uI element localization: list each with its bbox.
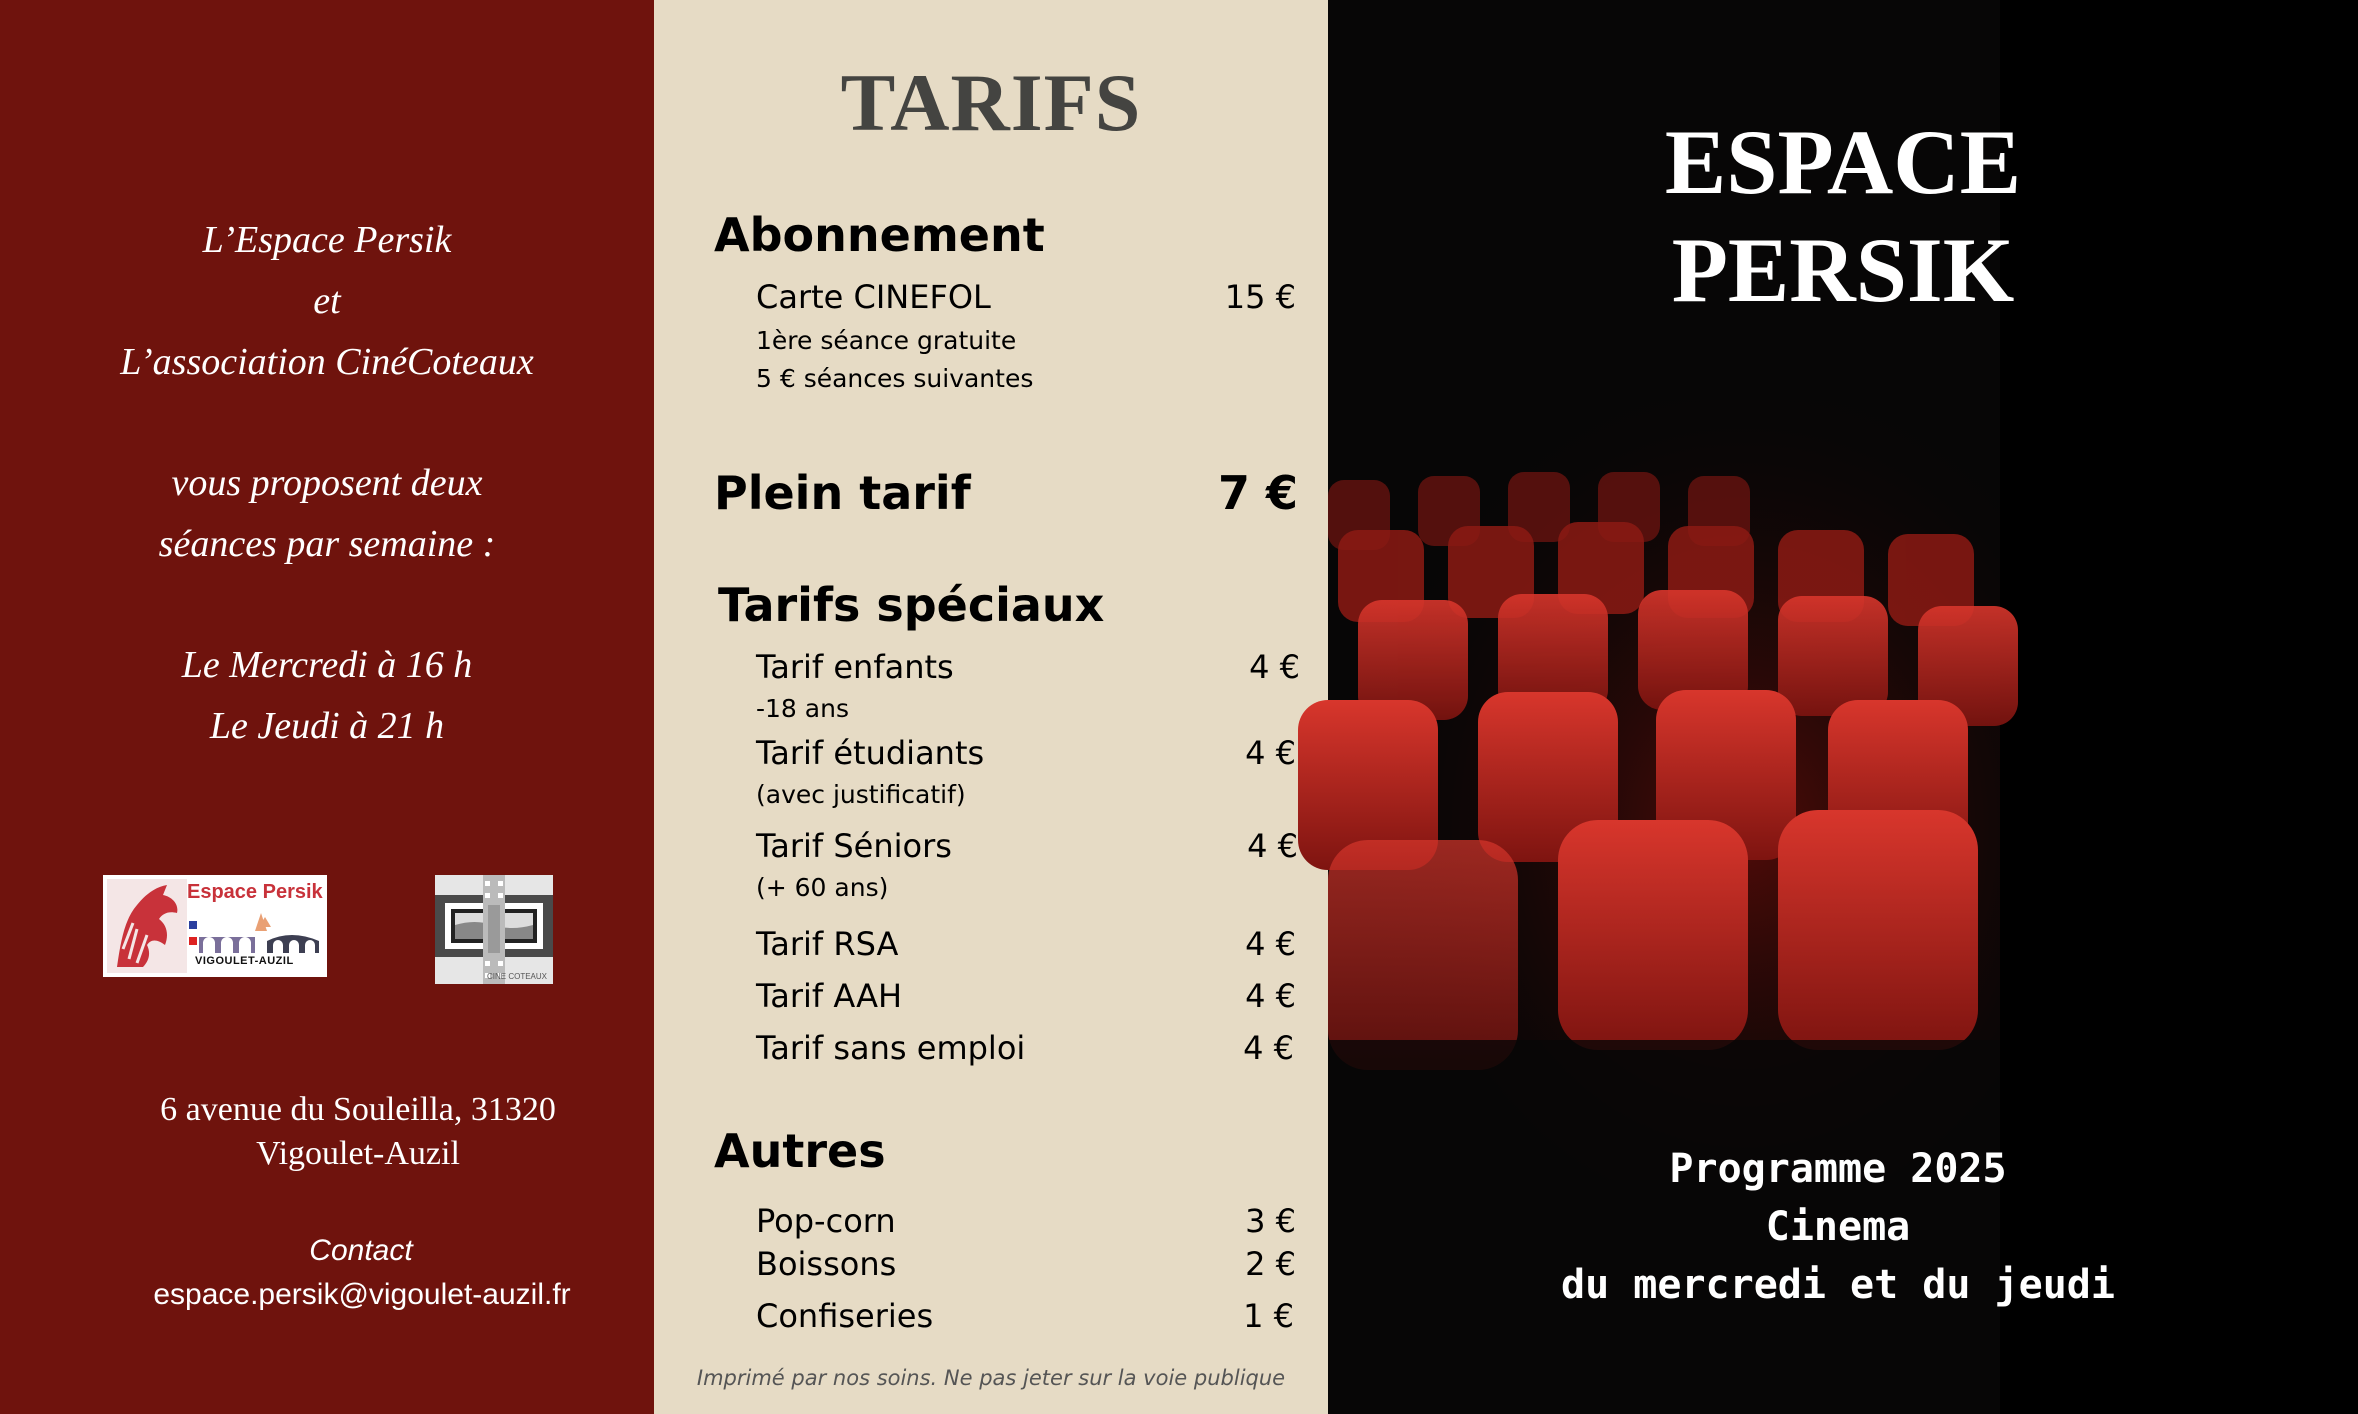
espace-persik-logo [103,875,327,977]
schedule-thursday: Le Jeudi à 21 h [209,705,445,747]
intro-line: L’Espace Persik [202,219,452,261]
section-tarifs-speciaux-heading: Tarifs spéciaux [718,578,1105,632]
venue-title-line: ESPACE [1664,111,2022,213]
intro-line: L’association CinéCoteaux [120,341,534,383]
confiseries-price: 1 € [1243,1297,1294,1335]
abonnement-item: Carte CINEFOL [756,278,991,316]
intro-text [0,210,654,757]
logo-persik-name: Espace Persik [187,881,323,903]
boissons-price: 2 € [1245,1245,1296,1283]
tarif-etudiants-label: Tarif étudiants [756,734,985,772]
tarif-sans-emploi-label: Tarif sans emploi [756,1029,1026,1067]
address [0,1088,716,1176]
confiseries-label: Confiseries [756,1297,934,1335]
logo-persik-village: VIGOULET-AUZIL [195,955,294,967]
tarif-aah-price: 4 € [1245,977,1296,1015]
program-line: du mercredi et du jeudi [1561,1262,2115,1308]
address-line: Vigoulet-Auzil [256,1135,460,1172]
schedule-wednesday: Le Mercredi à 16 h [181,644,473,686]
tarif-etudiants-note: (avec justificatif) [756,780,966,809]
contact-label: Contact [309,1234,413,1267]
tarif-enfants-price: 4 € [1249,648,1300,686]
abonnement-note: 5 € séances suivantes [756,364,1034,393]
plein-tarif-label: Plein tarif [714,466,971,520]
address-line: 6 avenue du Souleilla, 31320 [160,1091,556,1128]
tarif-enfants-note: -18 ans [756,694,849,723]
venue-title [1328,108,2358,324]
cinecoteaux-logo [435,875,553,984]
section-autres-heading: Autres [714,1124,886,1178]
left-panel [0,0,654,1414]
abonnement-price: 15 € [1224,278,1296,316]
logo-cine-caption: CINE COTEAUX [487,972,548,981]
program-line: Programme 2025 [1669,1146,2007,1192]
middle-panel [654,0,1328,1414]
popcorn-price: 3 € [1245,1202,1296,1240]
flag-icon [189,921,197,945]
tarif-enfants-label: Tarif enfants [756,648,954,686]
program-text [1328,1140,2348,1314]
tarif-aah-label: Tarif AAH [756,977,903,1015]
footer-note: Imprimé par nos soins. Ne pas jeter sur la voie publique [696,1366,1286,1390]
boissons-label: Boissons [756,1245,897,1283]
page-title: TARIFS [840,57,1142,148]
popcorn-label: Pop-corn [756,1202,896,1240]
tarif-rsa-price: 4 € [1245,925,1296,963]
contact-email: espace.persik@vigoulet-auzil.fr [153,1278,571,1311]
right-panel [1328,0,2115,1414]
horse-head-icon [107,879,187,973]
section-abonnement-heading: Abonnement [714,208,1045,262]
program-line: Cinema [1765,1204,1911,1250]
tarif-seniors-price: 4 € [1247,827,1298,865]
film-strip-icon [435,875,553,984]
abonnement-note: 1ère séance gratuite [756,326,1017,355]
intro-line: et [313,280,341,322]
tarif-seniors-label: Tarif Séniors [756,827,952,865]
tarif-etudiants-price: 4 € [1245,734,1296,772]
tarif-sans-emploi-price: 4 € [1243,1029,1294,1067]
venue-title-line: PERSIK [1671,219,2015,321]
tarif-seniors-note: (+ 60 ans) [756,873,889,902]
tarif-rsa-label: Tarif RSA [756,925,899,963]
intro-line: séances par semaine : [158,523,496,565]
intro-line: vous proposent deux [171,462,483,504]
cinema-seats-image [1328,400,2000,1180]
plein-tarif-price: 7 € [1217,466,1298,520]
building-icon [199,911,323,955]
